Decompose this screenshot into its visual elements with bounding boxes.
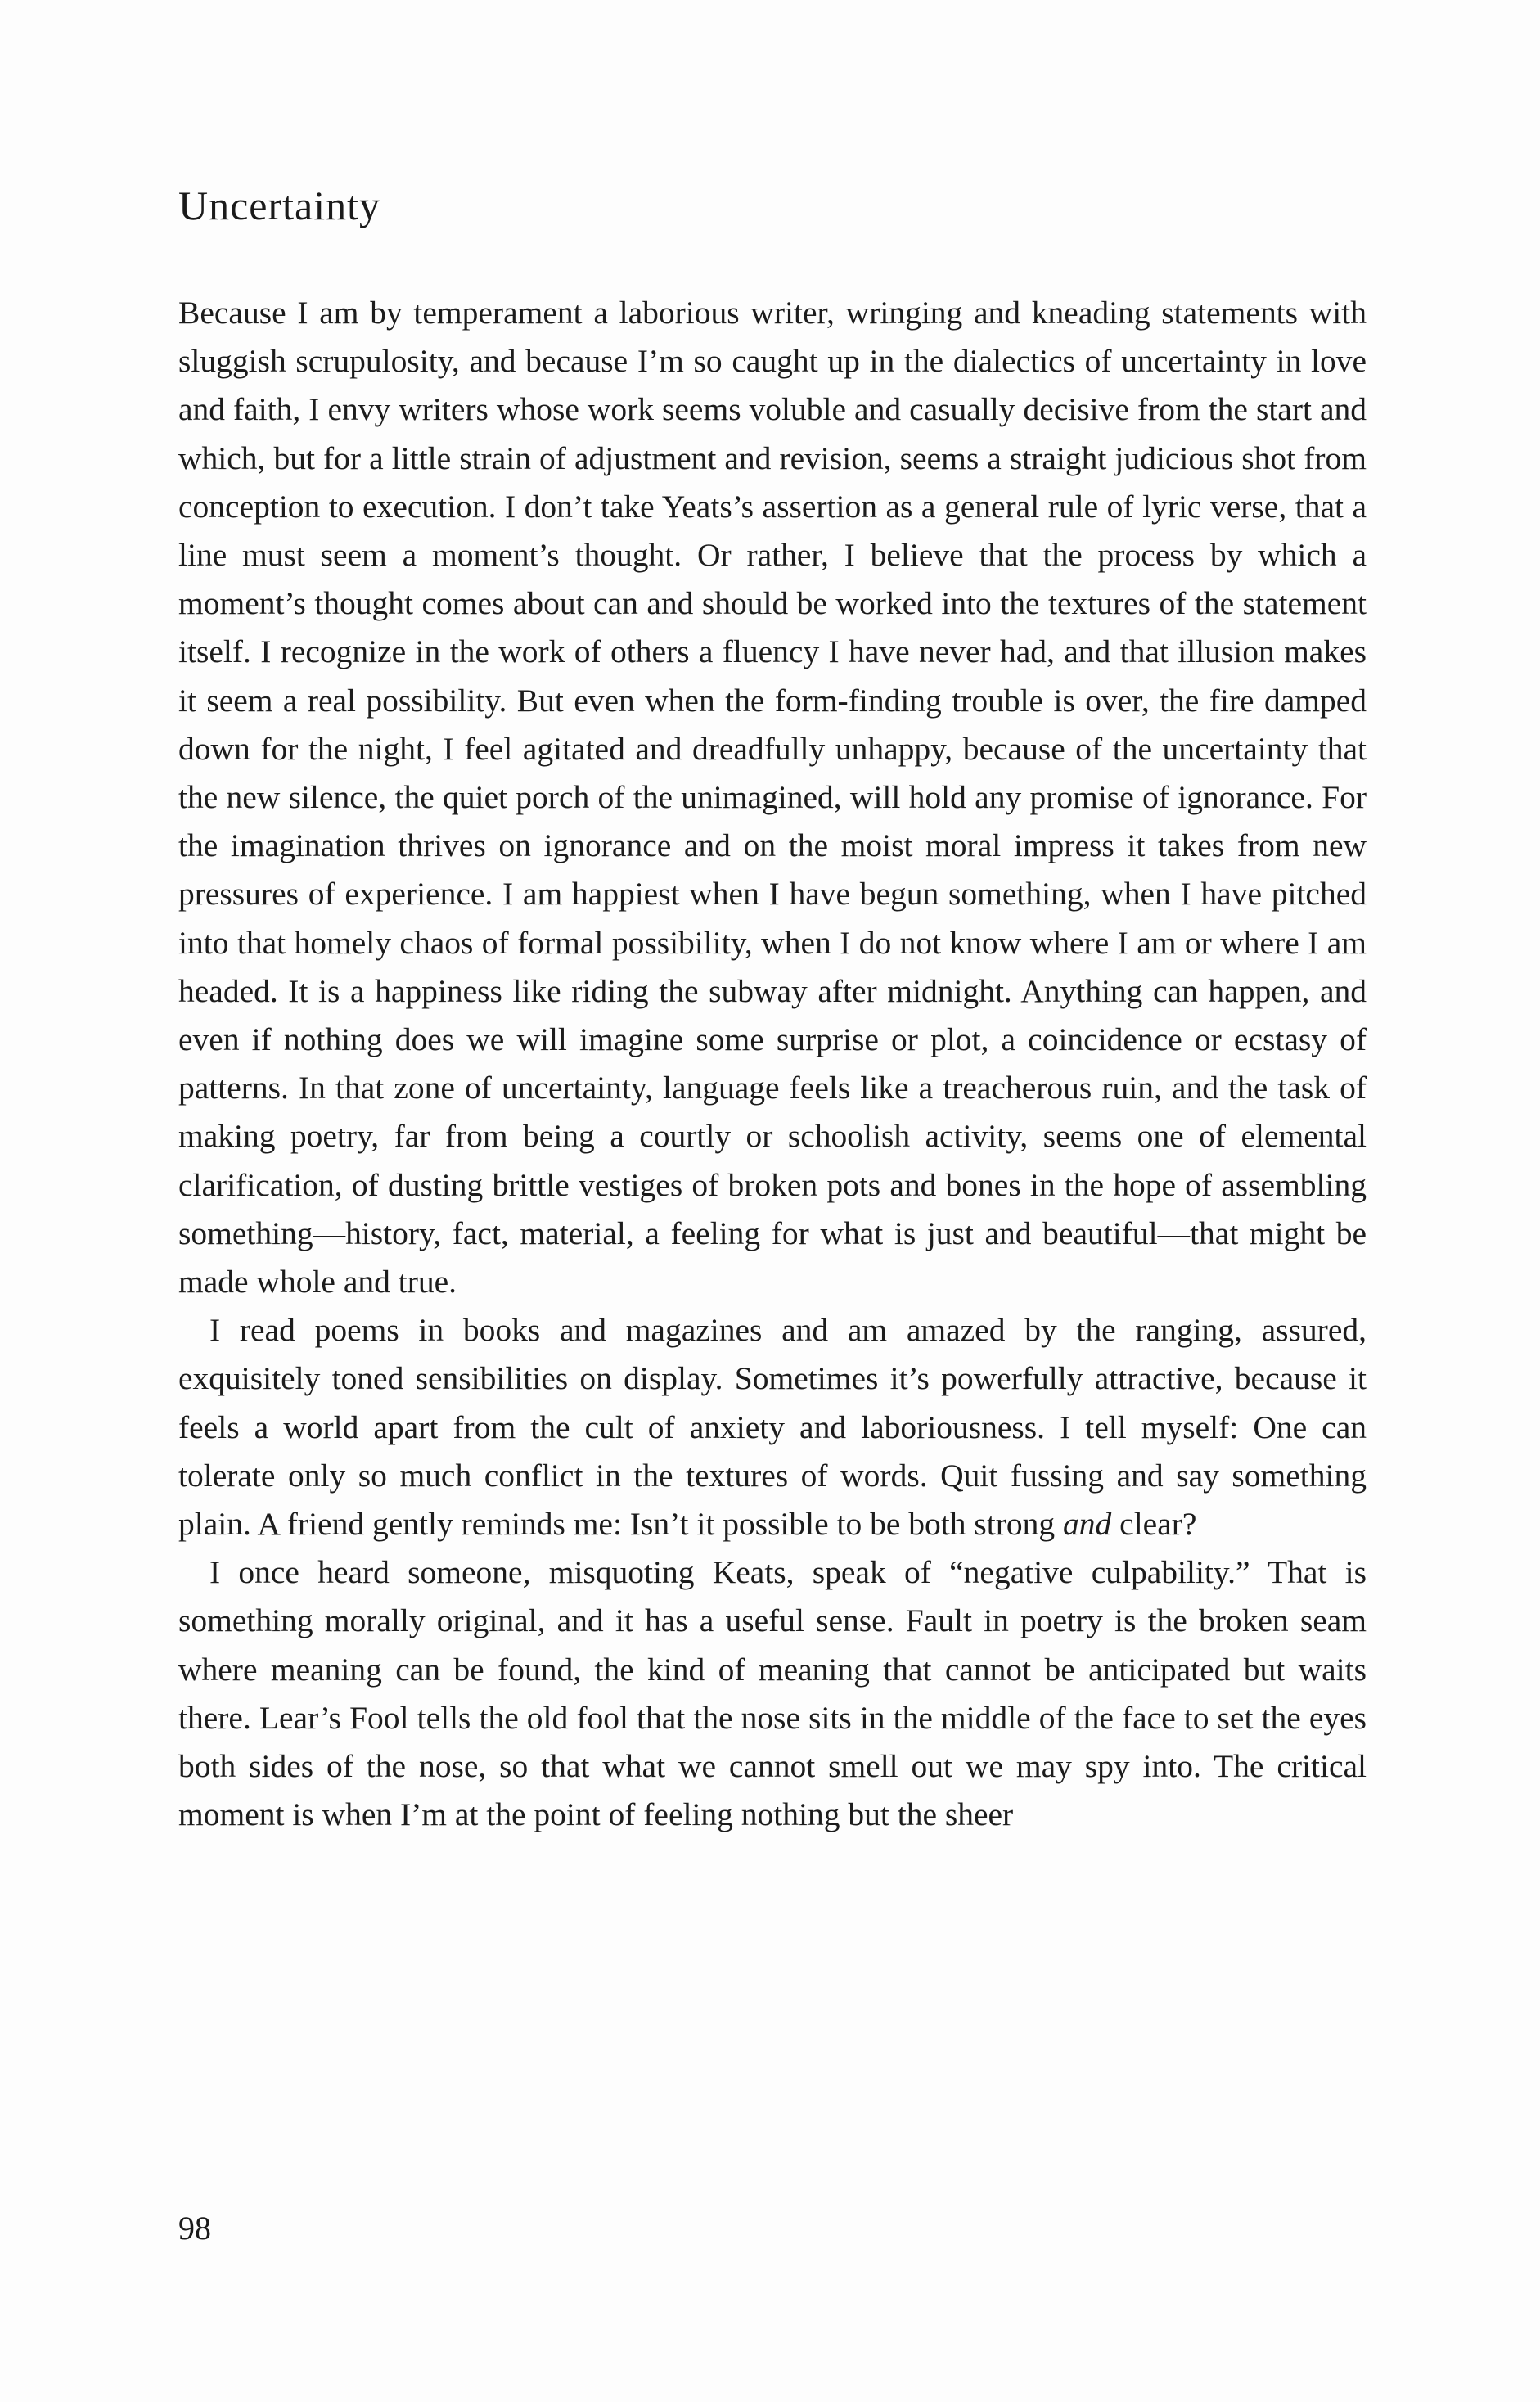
paragraph-1: Because I am by temperament a laborious writer, wringing and kneading statements with sluggish scrupulosity, and because I’m so caught up in the dialectics of uncertainty in love and faith, I envy writers whose work seems voluble and casually decisive from the start and which, but for a little strain of adjustment and revision, seems a straight judicious shot from conception to execution. I don’t take Yeats’s assertion as a general rule of lyric verse, that a line must seem a moment’s thought. Or rather, I believe that the process by which a moment’s thought comes about can and should be worked into the textures of the statement itself. I recognize in the work of others a fluency I have never had, and that illusion makes it seem a real possibility. But even when the form-finding trouble is over, the fire damped down for the night, I feel agitated and dreadfully unhappy, because of the uncertainty that the new silence, the quiet porch of the unimagined, will hold any promise of ignorance. For the imagination thrives on ignorance and on the moist moral impress it takes from new pressures of experience. I am happiest when I have begun something, when I have pitched into that homely chaos of formal possibility, when I do not know where I am or where I am headed. It is a happiness like riding the subway after midnight. Anything can happen, and even if nothing does we will imagine some surprise or plot, a coincidence or ecstasy of patterns. In that zone of uncertainty, language feels like a treacherous ruin, and the task of making poetry, far from being a courtly or schoolish activity, seems one of elemental clarification, of dusting brittle vestiges of broken pots and bones in the hope of assembling something—history, fact, material, a feeling for what is just and beautiful—that might be made whole and true.: [178, 295, 1367, 1300]
chapter-title: Uncertainty: [178, 183, 381, 228]
paragraph-3: I once heard someone, misquoting Keats, speak of “negative culpability.” That is something morally original, and it has a useful sense. Fault in poetry is the broken seam where meaning can be found, the kind of meaning that cannot be anticipated but waits there. Lear’s Fool tells the old fool that the nose sits in the middle of the face to set the eyes both sides of the nose, so that what we cannot smell out we may spy into. The critical moment is when I’m at the point of feeling nothing but the sheer: [178, 1554, 1367, 1833]
page-number: 98: [178, 2210, 211, 2247]
paragraph-2: [178, 1306, 1367, 1548]
body-text: [178, 289, 1367, 1840]
paragraph-2-text-b: clear?: [1111, 1506, 1197, 1543]
paragraph-2-emphasis: and: [1063, 1506, 1112, 1543]
paragraph-2-text-a: I read poems in books and magazines and am amazed by the ranging, assured, exquisitely toned sensibilities on display. Sometimes it’s powerfully attractive, because it feels a world apart from the cult of anxiety and laboriousness. I tell myself: One can tolerate only so much conflict in the textures of words. Quit fussing and say something plain. A friend gently reminds me: Isn’t it possible to be both strong: [178, 1312, 1367, 1543]
